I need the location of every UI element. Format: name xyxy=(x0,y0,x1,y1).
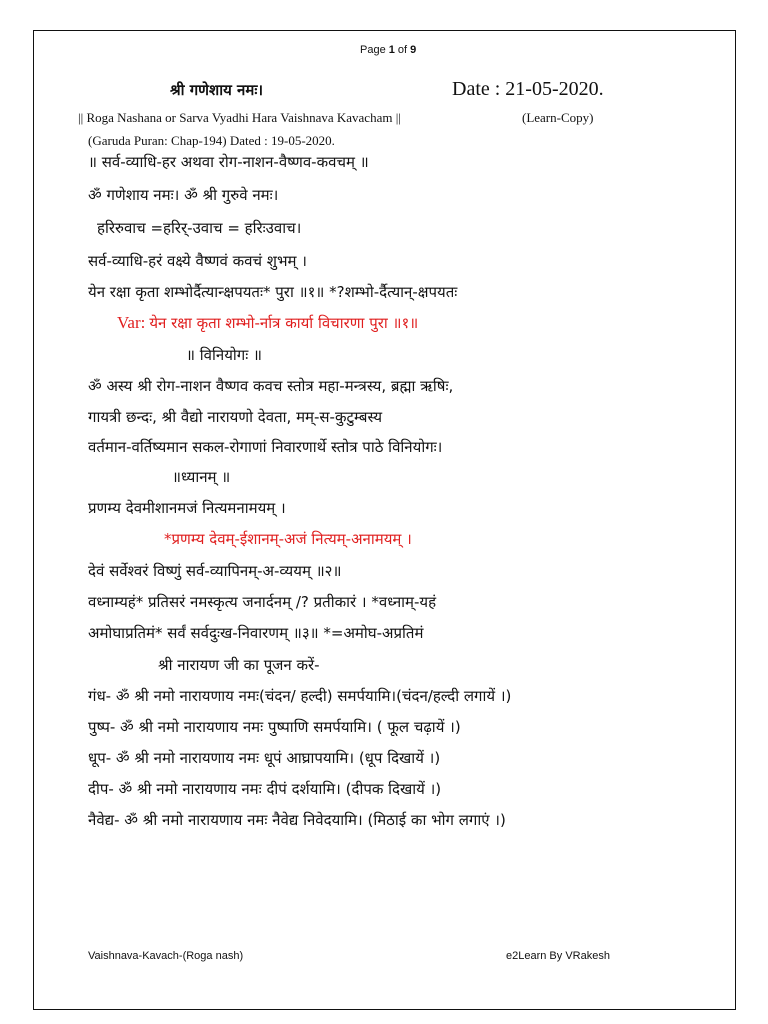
page-total: 9 xyxy=(410,44,417,56)
title-invocation: श्री गणेशाय नमः। xyxy=(170,81,264,99)
puja-line-pushpa: पुष्प- ॐ श्री नमो नारायणाय नमः पुष्पाणि समर्पयामि। ( फूल चढ़ायें ।) xyxy=(88,718,461,736)
variant-label: Var: xyxy=(117,313,146,332)
subtitle-line-2: (Garuda Puran: Chap-194) Dated : 19-05-2020. xyxy=(88,133,335,148)
verse-line-13-red: *प्रणम्य देवम्-ईशानम्-अजं नित्यम्-अनामयम् । xyxy=(164,530,412,548)
verse-line-16: अमोघाप्रतिमं* सर्वं सर्वदुःख-निवारणम् ॥३॥ *=अमोघ-अप्रतिमं xyxy=(88,624,424,642)
viniyoga-heading: ॥ विनियोगः ॥ xyxy=(186,346,263,364)
verse-line-02: ॐ गणेशाय नमः। ॐ श्री गुरुवे नमः। xyxy=(88,186,279,204)
verse-line-05: येन रक्षा कृता शम्भोर्दैत्यान्क्षपयतः* पुरा ॥१॥ *?शम्भो-र्दैत्यान्-क्षपयतः xyxy=(88,283,458,301)
verse-line-15: वध्नाम्यहं* प्रतिसरं नमस्कृत्य जनार्दनम् /? प्रतीकारं । *वध्नाम्-यहं xyxy=(88,593,437,611)
variant-line xyxy=(117,313,418,333)
dhyanam-heading: ॥ध्यानम् ॥ xyxy=(172,468,231,486)
footer-right: e2Learn By VRakesh xyxy=(506,950,610,962)
verse-line-10: वर्तमान-वर्तिष्यमान सकल-रोगाणां निवारणार्थे स्तोत्र पाठे विनियोगः। xyxy=(88,438,443,456)
verse-line-09: गायत्री छन्दः, श्री वैद्यो नारायणो देवता, मम्-स-कुटुम्बस्य xyxy=(88,408,383,426)
page-of: of xyxy=(394,44,411,56)
puja-line-gandha: गंध- ॐ श्री नमो नारायणाय नमः(चंदन/ हल्दी) समर्पयामि।(चंदन/हल्दी लगायें ।) xyxy=(88,687,512,705)
puja-heading: श्री नारायण जी का पूजन करें- xyxy=(158,656,320,674)
verse-line-12: प्रणम्य देवमीशानमजं नित्यमनामयम् । xyxy=(88,499,286,517)
verse-line-08: ॐ अस्य श्री रोग-नाशन वैष्णव कवच स्तोत्र महा-मन्त्रस्य, ब्रह्मा ऋषिः, xyxy=(88,377,454,395)
verse-line-14: देवं सर्वेश्वरं विष्णुं सर्व-व्यापिनम्-अ-व्ययम् ॥२॥ xyxy=(88,562,342,580)
page-border xyxy=(33,30,736,1010)
page-prefix: Page xyxy=(360,44,389,56)
learn-copy-label: (Learn-Copy) xyxy=(522,110,594,125)
verse-line-04: सर्व-व्याधि-हरं वक्ष्ये वैष्णवं कवचं शुभम् । xyxy=(88,252,307,270)
puja-line-naivedya: नैवेद्य- ॐ श्री नमो नारायणाय नमः नैवेद्य निवेदयामि। (मिठाई का भोग लगाएं ।) xyxy=(88,811,506,829)
page-current: 1 xyxy=(388,44,395,56)
footer-left: Vaishnava-Kavach-(Roga nash) xyxy=(88,950,244,962)
verse-line-03: हरिरुवाच =हरिर्-उवाच = हरिःउवाच। xyxy=(97,219,302,237)
page-number-header xyxy=(360,44,416,56)
variant-text: येन रक्षा कृता शम्भो-र्नात्र कार्या विचारणा पुरा ॥१॥ xyxy=(149,314,419,332)
puja-line-dhoopa: धूप- ॐ श्री नमो नारायणाय नमः धूपं आघ्रापयामि। (धूप दिखायें ।) xyxy=(88,749,441,767)
verse-line-01: ॥ सर्व-व्याधि-हर अथवा रोग-नाशन-वैष्णव-कवचम् ॥ xyxy=(88,153,369,171)
subtitle-line-1: || Roga Nashana or Sarva Vyadhi Hara Vaishnava Kavacham || xyxy=(78,110,401,125)
puja-line-deepa: दीप- ॐ श्री नमो नारायणाय नमः दीपं दर्शयामि। (दीपक दिखायें ।) xyxy=(88,780,442,798)
title-date: Date : 21-05-2020. xyxy=(452,78,604,100)
